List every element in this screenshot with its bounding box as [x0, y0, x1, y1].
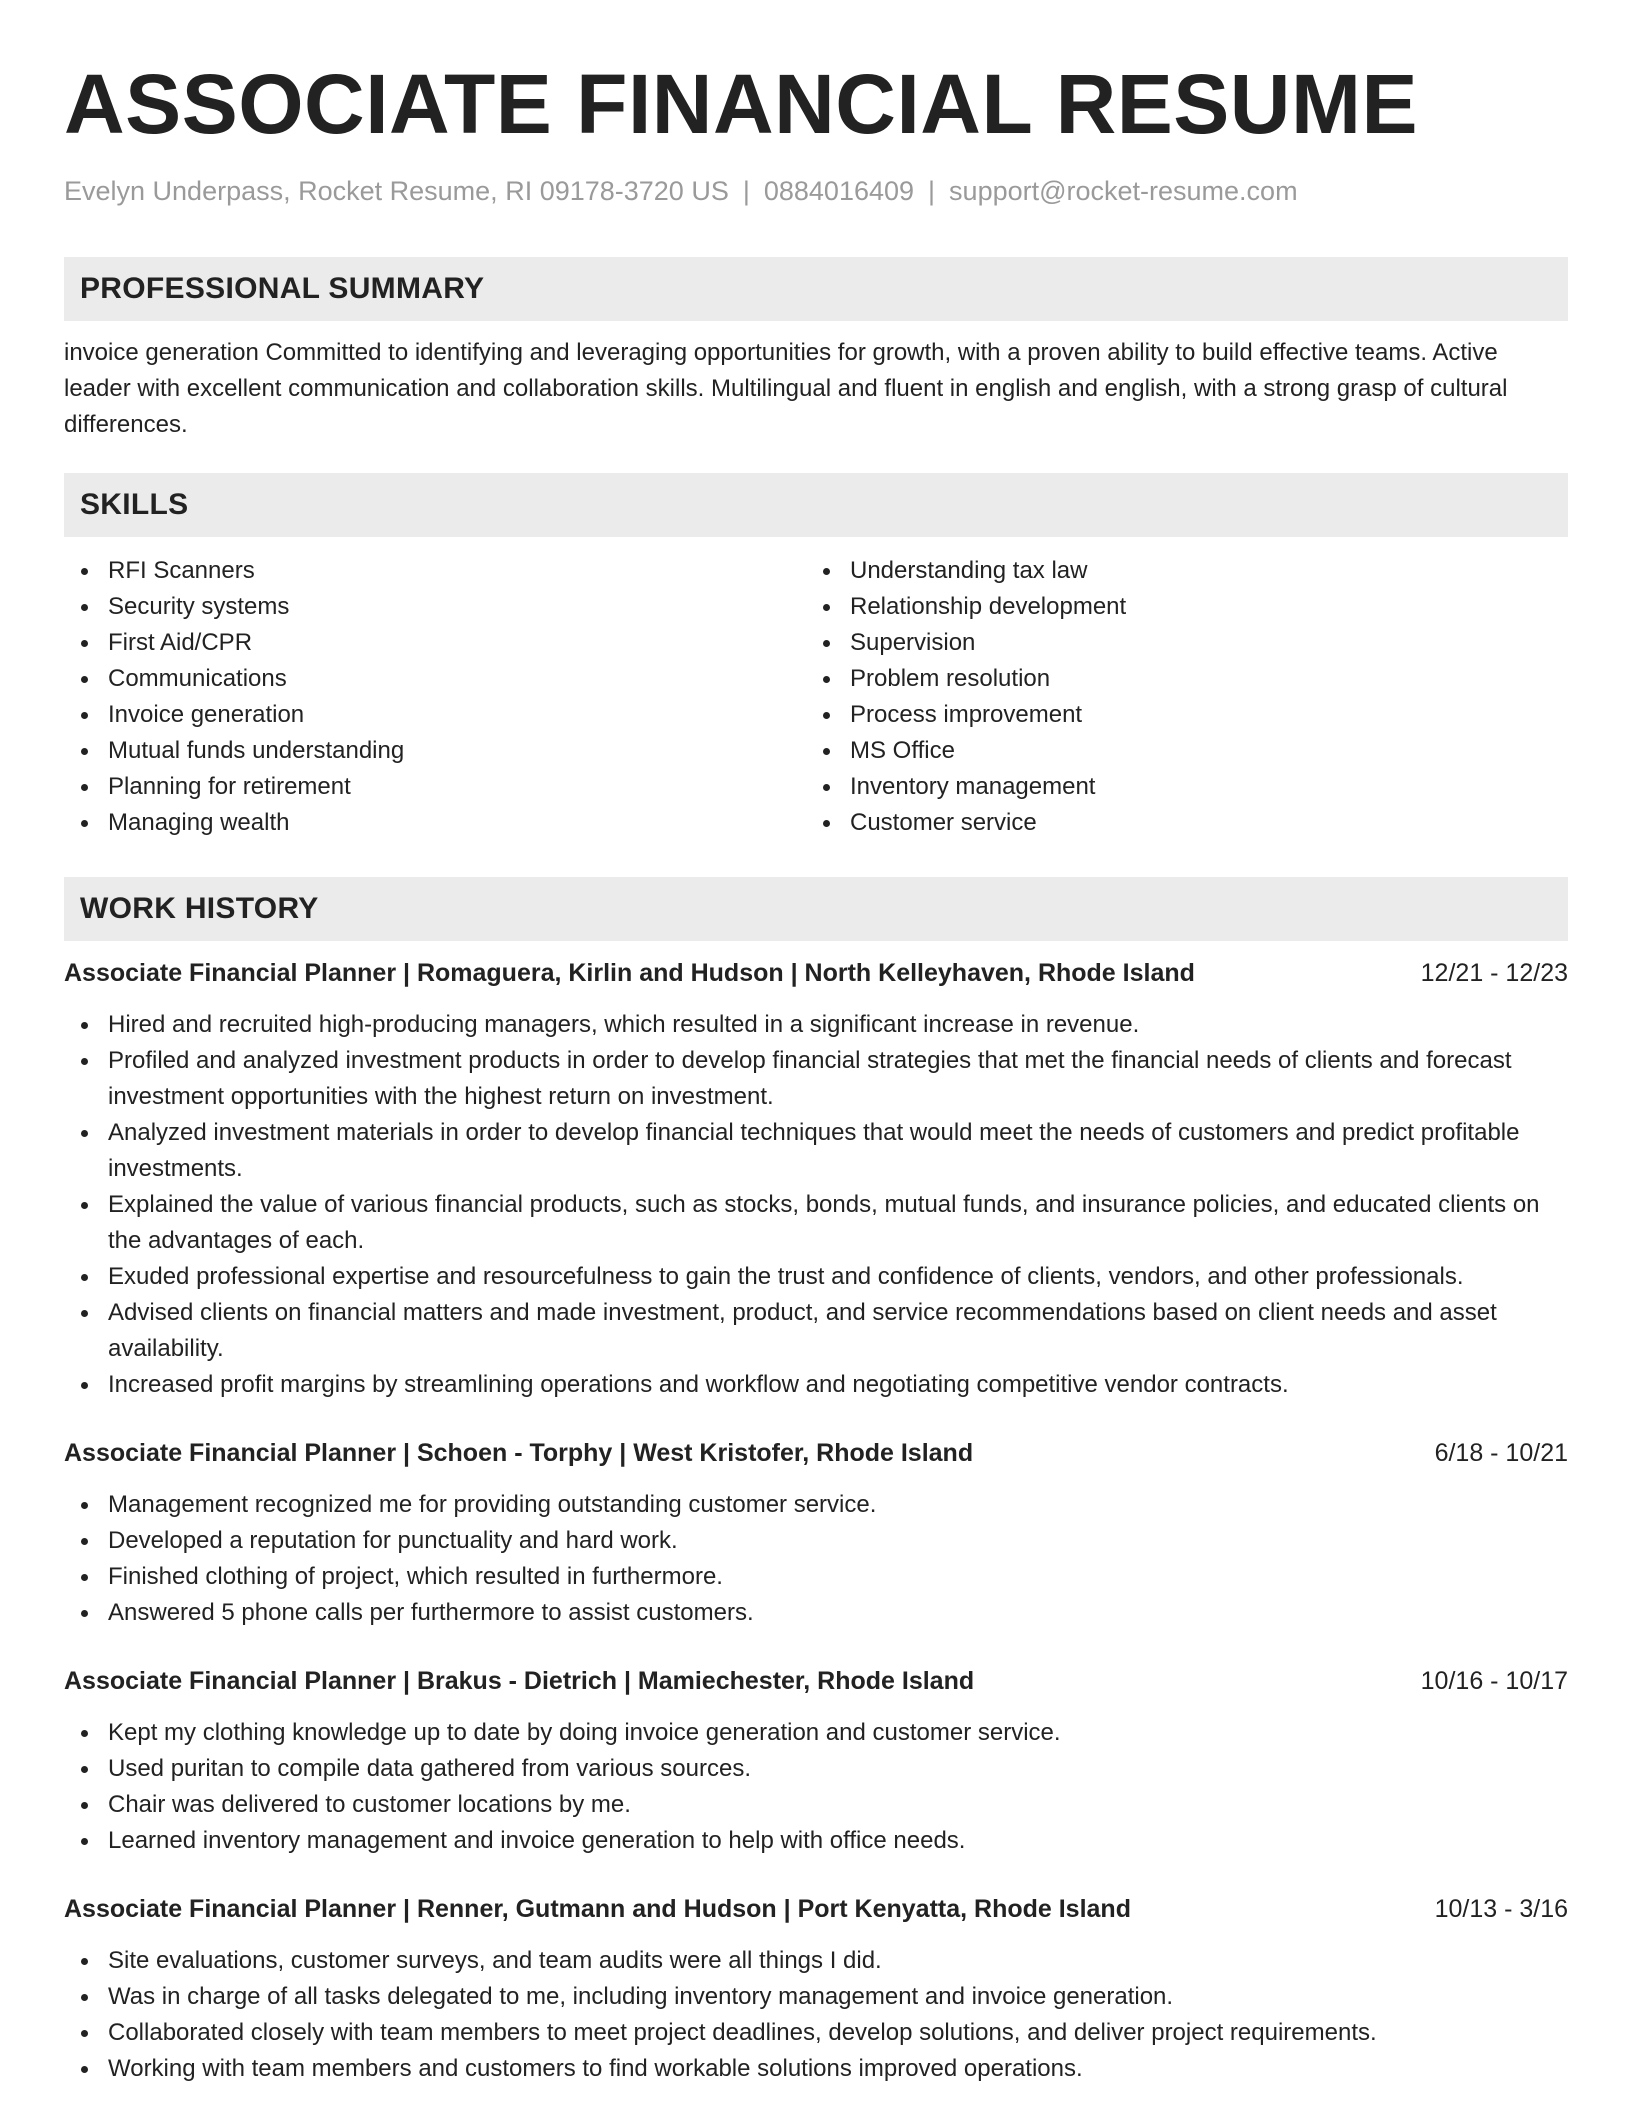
job-bullets: [64, 1487, 1568, 1631]
contact-email: support@rocket-resume.com: [949, 176, 1298, 206]
job-dates: 12/21 - 12/23: [1420, 959, 1568, 987]
job-entry: [64, 1891, 1568, 2087]
contact-separator: |: [742, 176, 750, 206]
list-item: Hired and recruited high-producing managers, which resulted in a significant increase in revenue.: [64, 1007, 1568, 1043]
list-item: Invoice generation: [64, 697, 806, 733]
job-dates: 6/18 - 10/21: [1434, 1439, 1568, 1467]
list-item: Problem resolution: [806, 661, 1548, 697]
list-item: Kept my clothing knowledge up to date by doing invoice generation and customer service.: [64, 1715, 1568, 1751]
skills-column-right: [806, 553, 1548, 841]
resume-title: ASSOCIATE FINANCIAL RESUME: [64, 57, 1418, 151]
skills-column-left: [64, 553, 806, 841]
job-header: [64, 955, 1568, 991]
job-header: [64, 1435, 1568, 1471]
list-item: Communications: [64, 661, 806, 697]
list-item: Planning for retirement: [64, 769, 806, 805]
section-header-summary: PROFESSIONAL SUMMARY: [64, 257, 1568, 321]
list-item: Site evaluations, customer surveys, and team audits were all things I did.: [64, 1943, 1568, 1979]
list-item: Inventory management: [806, 769, 1548, 805]
job-entry: [64, 1663, 1568, 1859]
list-item: Analyzed investment materials in order to develop financial techniques that would meet the needs of customers and predict profitable investments.: [64, 1115, 1568, 1187]
list-item: RFI Scanners: [64, 553, 806, 589]
section-header-skills: SKILLS: [64, 473, 1568, 537]
list-item: Chair was delivered to customer locations by me.: [64, 1787, 1568, 1823]
list-item: Process improvement: [806, 697, 1548, 733]
list-item: Security systems: [64, 589, 806, 625]
job-entry: [64, 1435, 1568, 1631]
job-bullets: [64, 1943, 1568, 2087]
list-item: Understanding tax law: [806, 553, 1548, 589]
list-item: Was in charge of all tasks delegated to me, including inventory management and invoice generation.: [64, 1979, 1568, 2015]
list-item: Increased profit margins by streamlining operations and workflow and negotiating competitive vendor contracts.: [64, 1367, 1568, 1403]
contact-phone: 0884016409: [763, 176, 915, 206]
list-item: Exuded professional expertise and resourcefulness to gain the trust and confidence of clients, vendors, and other professionals.: [64, 1259, 1568, 1295]
list-item: Supervision: [806, 625, 1548, 661]
list-item: Management recognized me for providing outstanding customer service.: [64, 1487, 1568, 1523]
list-item: Explained the value of various financial products, such as stocks, bonds, mutual funds, and insurance policies, and educated clients on the advantages of each.: [64, 1187, 1568, 1259]
job-bullets: [64, 1007, 1568, 1403]
list-item: Developed a reputation for punctuality and hard work.: [64, 1523, 1568, 1559]
resume-page: [64, 56, 1568, 2087]
work-history-list: [64, 955, 1568, 2087]
list-item: First Aid/CPR: [64, 625, 806, 661]
list-item: Answered 5 phone calls per furthermore to assist customers.: [64, 1595, 1568, 1631]
list-item: Relationship development: [806, 589, 1548, 625]
job-title: Associate Financial Planner | Schoen - Torphy | West Kristofer, Rhode Island: [64, 1439, 974, 1467]
list-item: Customer service: [806, 805, 1548, 841]
list-item: Advised clients on financial matters and made investment, product, and service recommendations based on client needs and asset availability.: [64, 1295, 1568, 1367]
job-dates: 10/16 - 10/17: [1420, 1667, 1568, 1695]
list-item: Working with team members and customers to find workable solutions improved operations.: [64, 2051, 1568, 2087]
job-entry: [64, 955, 1568, 1403]
skills-list: [64, 553, 1568, 841]
summary-text: invoice generation Committed to identifying and leveraging opportunities for growth, with a proven ability to build effective teams. Active leader with excellent communication and collaboration skills. Multilingual and fluent in english and english, with a strong grasp of cultural differences.: [64, 339, 1508, 438]
list-item: Mutual funds understanding: [64, 733, 806, 769]
contact-address: Evelyn Underpass, Rocket Resume, RI 09178-3720 US: [64, 176, 729, 206]
list-item: Profiled and analyzed investment products in order to develop financial strategies that met the financial needs of clients and forecast investment opportunities with the highest return on investment.: [64, 1043, 1568, 1115]
contact-line: [64, 176, 1568, 207]
job-header: [64, 1663, 1568, 1699]
job-title: Associate Financial Planner | Renner, Gutmann and Hudson | Port Kenyatta, Rhode Island: [64, 1895, 1131, 1923]
job-bullets: [64, 1715, 1568, 1859]
contact-separator: |: [928, 176, 936, 206]
list-item: Finished clothing of project, which resulted in furthermore.: [64, 1559, 1568, 1595]
list-item: Used puritan to compile data gathered from various sources.: [64, 1751, 1568, 1787]
job-header: [64, 1891, 1568, 1927]
list-item: Managing wealth: [64, 805, 806, 841]
section-header-work-history: WORK HISTORY: [64, 877, 1568, 941]
list-item: Collaborated closely with team members to meet project deadlines, develop solutions, and deliver project requirements.: [64, 2015, 1568, 2051]
job-dates: 10/13 - 3/16: [1434, 1895, 1568, 1923]
job-title: Associate Financial Planner | Romaguera, Kirlin and Hudson | North Kelleyhaven, Rhode Island: [64, 959, 1195, 987]
list-item: Learned inventory management and invoice generation to help with office needs.: [64, 1823, 1568, 1859]
list-item: MS Office: [806, 733, 1548, 769]
job-title: Associate Financial Planner | Brakus - Dietrich | Mamiechester, Rhode Island: [64, 1667, 975, 1695]
